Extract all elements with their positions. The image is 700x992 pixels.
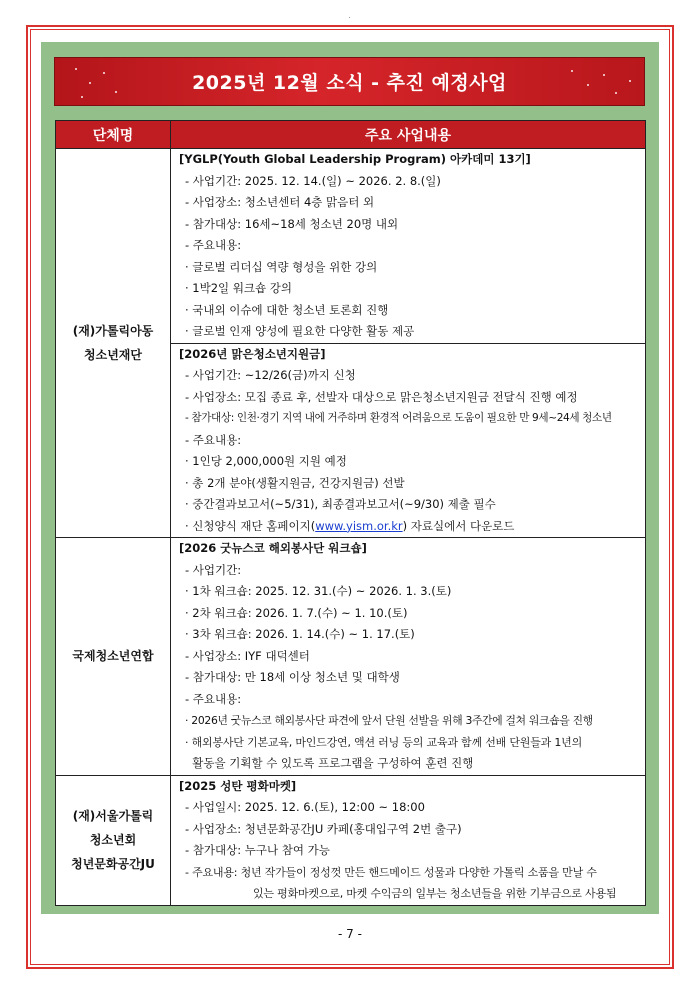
content-column-header: 주요 사업내용 (171, 121, 646, 149)
page-title: 2025년 12월 소식 - 추진 예정사업 (192, 72, 507, 94)
content-cell (171, 538, 646, 776)
list-item: - 주요내용: (185, 432, 242, 447)
list-item: · 해외봉사단 기본교육, 마인드강연, 액션 러닝 등의 교육과 함께 선배 단원들과 1년의 (185, 735, 583, 749)
org-cell (56, 538, 171, 776)
content-cell (171, 149, 646, 344)
title-banner (54, 57, 645, 106)
table-row (56, 538, 646, 776)
org-name-line: 청소년재단 (84, 348, 142, 362)
list-item (179, 516, 641, 538)
list-item: - 사업기간: 2025. 12. 14.(일) ~ 2026. 2. 8.(일) (185, 173, 441, 188)
list-item: · 1인당 2,000,000원 지원 예정 (185, 454, 347, 468)
section-title: [2026 굿뉴스코 해외봉사단 워크숍] (179, 541, 367, 555)
list-item: 있는 평화마켓으로, 마켓 수익금의 일부는 청소년들을 위한 기부금으로 사용됨 (253, 887, 617, 900)
homepage-link[interactable]: www.yism.or.kr (315, 518, 403, 533)
table-row (56, 149, 646, 344)
list-item: · 국내외 이슈에 대한 청소년 토론회 진행 (185, 302, 389, 317)
list-item: - 참가대상: 인천·경기 지역 내에 거주하며 환경적 어려움으로 도움이 필요한 만 9세~24세 청소년 (185, 412, 612, 424)
list-item-text: · 신청양식 재단 홈페이지( (185, 518, 316, 533)
list-item: - 사업일시: 2025. 12. 6.(토), 12:00 ~ 18:00 (185, 800, 425, 814)
top-dot (349, 17, 350, 18)
org-name-line: 청소년회 (89, 833, 137, 847)
org-column-header: 단체명 (56, 121, 171, 149)
list-item: - 주요내용: (185, 238, 242, 252)
section-title: [YGLP(Youth Global Leadership Program) 아카데미 13기] (179, 152, 531, 166)
section-title: [2025 성탄 평화마켓] (179, 778, 297, 793)
list-item: - 사업장소: 모집 종료 후, 선발자 대상으로 맑은청소년지원금 전달식 진행 예정 (185, 389, 578, 404)
list-item: · 1박2일 워크숍 강의 (185, 281, 293, 295)
page-number: - 7 - (338, 927, 362, 941)
list-item: · 글로벌 인재 양성에 필요한 다양한 활동 제공 (185, 324, 415, 338)
org-cell (56, 775, 171, 905)
list-item: · 글로벌 리더십 역량 형성을 위한 강의 (185, 259, 378, 274)
list-item: - 사업장소: IYF 대덕센터 (185, 648, 310, 663)
section-title: [2026년 맑은청소년지원금] (179, 346, 326, 361)
content-cell (171, 775, 646, 905)
org-name-line: (재)가톨릭아동 (72, 324, 154, 338)
list-item: · 총 2개 분야(생활지원금, 건강지원금) 선발 (185, 475, 405, 490)
list-item: · 중간결과보고서(~5/31), 최종결과보고서(~9/30) 제출 필수 (185, 497, 496, 511)
list-item: · 1차 워크숍: 2025. 12. 31.(수) ~ 2026. 1. 3.(토) (185, 584, 452, 598)
table-header-row (56, 121, 646, 149)
list-item: · 3차 워크숍: 2026. 1. 14.(수) ~ 1. 17.(토) (185, 627, 415, 641)
list-item: 활동을 기획할 수 있도록 프로그램을 구성하여 훈련 진행 (185, 756, 474, 770)
content-cell (171, 343, 646, 538)
list-item-text: ) 자료실에서 다운로드 (402, 518, 515, 533)
list-item: - 사업장소: 청소년센터 4층 맑음터 외 (185, 195, 375, 209)
list-item: - 참가대상: 16세~18세 청소년 20명 내외 (185, 216, 399, 231)
list-item: - 주요내용: (185, 691, 242, 706)
business-table (55, 120, 646, 906)
org-name-line: 청년문화공간JU (71, 857, 155, 871)
list-item: - 주요내용: 청년 작가들이 정성껏 만든 핸드메이드 성물과 다양한 가톨릭 소품을 만날 수 (185, 865, 597, 879)
list-item: - 사업기간: ~12/26(금)까지 신청 (185, 368, 356, 382)
org-cell (56, 149, 171, 538)
table-row (56, 775, 646, 905)
list-item: - 참가대상: 만 18세 이상 청소년 및 대학생 (185, 670, 400, 684)
list-item: · 2차 워크숍: 2026. 1. 7.(수) ~ 1. 10.(토) (185, 605, 408, 620)
org-name-line: (재)서울가톨릭 (72, 809, 154, 823)
list-item: · 2026년 굿뉴스코 해외봉사단 파견에 앞서 단원 선발을 위해 3주간에 걸쳐 워크숍을 진행 (185, 714, 593, 727)
org-name-line: 국제청소년연합 (72, 649, 154, 664)
list-item: - 참가대상: 누구나 참여 가능 (185, 843, 330, 857)
list-item: - 사업장소: 청년문화공간JU 카페(홍대입구역 2번 출구) (185, 821, 462, 836)
list-item: - 사업기간: (185, 562, 242, 577)
